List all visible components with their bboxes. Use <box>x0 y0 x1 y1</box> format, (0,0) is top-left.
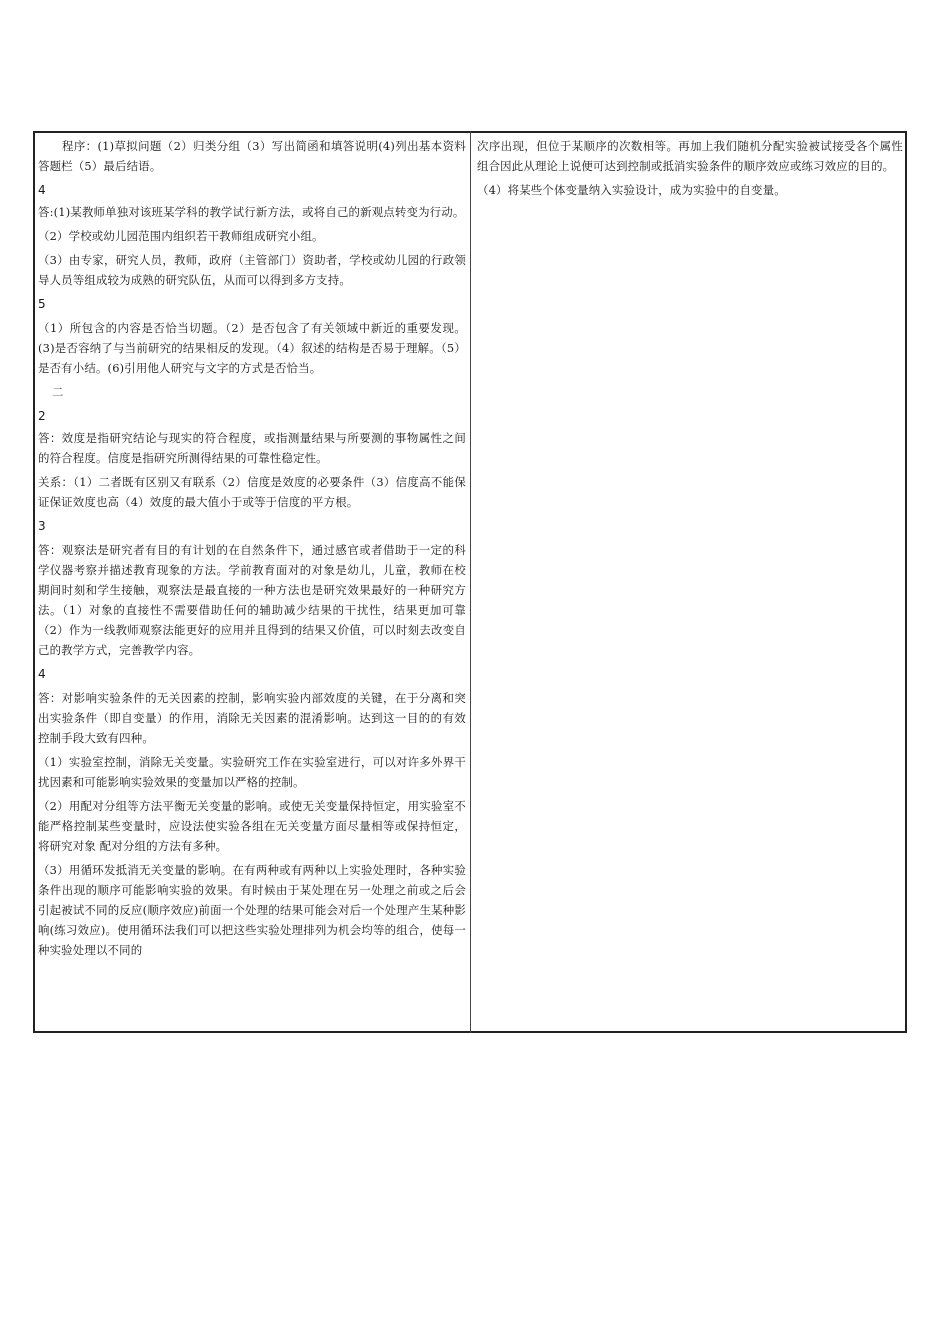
paragraph: （4）将某些个体变量纳入实验设计，成为实验中的自变量。 <box>477 183 786 197</box>
column-divider <box>470 131 471 1033</box>
paragraph: （3）由专家，研究人员，教师，政府（主管部门）资助者，学校或幼儿园的行政领导人员等组成较为成熟的研究队伍，从而可以得到多方支持。 <box>38 253 466 287</box>
paragraph: 关系：（1）二者既有区别又有联系（2）信度是效度的必要条件（3）信度高不能保证保证效度也高（4）效度的最大值小于或等于信度的平方根。 <box>38 475 466 509</box>
paragraph: （2）用配对分组等方法平衡无关变量的影响。或使无关变量保持恒定，用实验室不能严格控制某些变量时，应设法使实验各组在无关变量方面尽量相等或保持恒定，将研究对象 配对分组的方法有多种。 <box>38 799 466 853</box>
paragraph: 答：效度是指研究结论与现实的符合程度，或指测量结果与所要测的事物属性之间的符合程度。信度是指研究所测得结果的可靠性稳定性。 <box>38 431 466 465</box>
right-column <box>477 136 903 1016</box>
paragraph: （2）学校或幼儿园范围内组织若干教师组成研究小组。 <box>38 229 324 243</box>
question-number: 3 <box>38 519 46 533</box>
question-number: 4 <box>38 183 46 197</box>
paragraph: 答：对影响实验条件的无关因素的控制，影响实验内部效度的关键，在于分离和突出实验条件（即自变量）的作用，消除无关因素的混淆影响。达到这一目的的有效控制手段大致有四种。 <box>38 691 466 745</box>
paragraph: 答：观察法是研究者有目的有计划的在自然条件下，通过感官或者借助于一定的科学仪器考察并描述教育现象的方法。学前教育面对的对象是幼儿，儿童，教师在校期间时刻和学生接触，观察法是最直接的一种方法也是研究效果最好的一种研究方法。（1）对象的直接性不需要借助任何的辅助减少结果的干扰性，结果更加可靠（2）作为一线教师观察法能更好的应用并且得到的结果又价值，可以时刻去改变自己的教学方式，完善教学内容。 <box>38 543 466 657</box>
paragraph: 答:(1)某教师单独对该班某学科的教学试行新方法，或将自己的新观点转变为行动。 <box>38 205 465 219</box>
paragraph: （3）用循环发抵消无关变量的影响。在有两种或有两种以上实验处理时，各种实验条件出现的顺序可能影响实验的效果。有时候由于某处理在另一处理之前或之后会引起被试不同的反应(顺序效应)前面一个处理的结果可能会对后一个处理产生某种影响(练习效应)。使用循环法我们可以把这些实验处理排列为机会均等的组合，使每一种实验处理以不同的 <box>38 863 466 957</box>
paragraph: （1）实验室控制，消除无关变量。实验研究工作在实验室进行，可以对许多外界干扰因素和可能影响实验效果的变量加以严格的控制。 <box>38 755 466 789</box>
question-number: 2 <box>38 409 46 423</box>
question-number: 4 <box>38 667 46 681</box>
paragraph: 次序出现，但位于某顺序的次数相等。再加上我们随机分配实验被试接受各个属性组合因此从理论上说便可达到控制或抵消实验条件的顺序效应或练习效应的目的。 <box>477 139 903 173</box>
section-marker: 二 <box>52 385 64 399</box>
paragraph: （1）所包含的内容是否恰当切题。（2）是否包含了有关领域中新近的重要发现。(3)是否容纳了与当前研究的结果相反的发现。（4）叙述的结构是否易于理解。（5）是否有小结。(6)引用他人研究与文字的方式是否恰当。 <box>38 321 466 375</box>
paragraph: 程序：(1)草拟问题（2）归类分组（3）写出简函和填答说明(4)列出基本资料答题栏（5）最后结语。 <box>38 139 466 173</box>
question-number: 5 <box>38 297 46 311</box>
left-column <box>38 136 466 1016</box>
